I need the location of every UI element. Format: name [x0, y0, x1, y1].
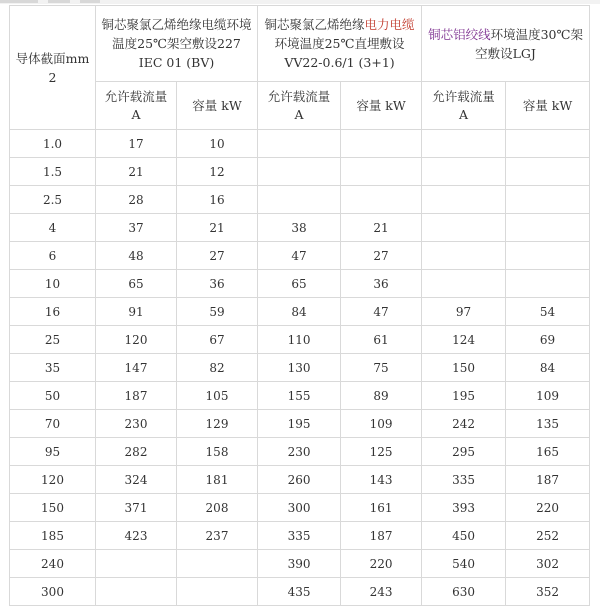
cell-lgj-current: 450	[422, 522, 506, 550]
cell-bv-current: 28	[96, 186, 177, 214]
table-row	[10, 130, 590, 158]
table-row	[10, 382, 590, 410]
subheader-capacity: 容量 kW	[506, 82, 590, 130]
cell-section: 16	[10, 298, 96, 326]
cell-lgj-current: 124	[422, 326, 506, 354]
cell-section: 4	[10, 214, 96, 242]
table-row	[10, 186, 590, 214]
cell-bv-capacity: 36	[177, 270, 258, 298]
header-section-line1: 导体截面mm	[15, 50, 90, 66]
cell-bv-capacity: 208	[177, 494, 258, 522]
cell-section: 50	[10, 382, 96, 410]
cell-lgj-current: 540	[422, 550, 506, 578]
table-row	[10, 438, 590, 466]
cell-vv-current: 110	[258, 326, 341, 354]
cell-lgj-capacity	[506, 186, 590, 214]
cell-lgj-current: 150	[422, 354, 506, 382]
subheader-current-line2: A	[131, 106, 141, 122]
cell-section: 150	[10, 494, 96, 522]
cell-lgj-current: 630	[422, 578, 506, 606]
cell-bv-capacity: 158	[177, 438, 258, 466]
cell-lgj-capacity: 352	[506, 578, 590, 606]
cell-section: 300	[10, 578, 96, 606]
cell-section: 10	[10, 270, 96, 298]
header-group-vv22-link[interactable]: 电力电缆	[364, 17, 415, 32]
cell-bv-capacity	[177, 578, 258, 606]
cell-vv-current: 335	[258, 522, 341, 550]
cable-ampacity-table	[9, 5, 590, 606]
cell-vv-capacity: 21	[341, 214, 422, 242]
cell-bv-capacity: 129	[177, 410, 258, 438]
cell-vv-current	[258, 158, 341, 186]
cell-bv-current: 371	[96, 494, 177, 522]
cell-bv-current: 17	[96, 130, 177, 158]
cell-lgj-capacity: 84	[506, 354, 590, 382]
cell-vv-capacity	[341, 130, 422, 158]
header-group-bv	[96, 6, 258, 82]
cell-bv-capacity: 16	[177, 186, 258, 214]
cell-vv-capacity: 187	[341, 522, 422, 550]
cell-bv-capacity: 105	[177, 382, 258, 410]
table-row	[10, 410, 590, 438]
cell-bv-current	[96, 578, 177, 606]
cell-lgj-current	[422, 130, 506, 158]
cell-section: 240	[10, 550, 96, 578]
cell-lgj-capacity: 109	[506, 382, 590, 410]
cell-lgj-capacity	[506, 130, 590, 158]
top-strip-segment	[80, 0, 100, 3]
table-row	[10, 550, 590, 578]
cell-vv-capacity	[341, 186, 422, 214]
cell-lgj-capacity: 54	[506, 298, 590, 326]
header-row-groups	[10, 6, 590, 82]
table-row	[10, 270, 590, 298]
cell-section: 95	[10, 438, 96, 466]
cell-lgj-capacity: 220	[506, 494, 590, 522]
subheader-capacity: 容量 kW	[341, 82, 422, 130]
cell-bv-current: 230	[96, 410, 177, 438]
header-section-line2: 2	[48, 69, 57, 85]
cell-bv-current: 48	[96, 242, 177, 270]
cell-bv-current: 187	[96, 382, 177, 410]
cell-lgj-capacity	[506, 214, 590, 242]
cell-bv-capacity: 59	[177, 298, 258, 326]
cable-ampacity-table-container	[9, 5, 589, 605]
cell-vv-current: 300	[258, 494, 341, 522]
cell-vv-current: 390	[258, 550, 341, 578]
cell-section: 35	[10, 354, 96, 382]
cell-bv-current: 65	[96, 270, 177, 298]
cell-vv-capacity: 47	[341, 298, 422, 326]
cell-lgj-current	[422, 242, 506, 270]
cell-bv-capacity: 181	[177, 466, 258, 494]
subheader-current-line1: 允许载流量	[267, 88, 331, 104]
cell-lgj-capacity: 165	[506, 438, 590, 466]
subheader-current-line1: 允许载流量	[432, 88, 495, 104]
cell-vv-capacity: 220	[341, 550, 422, 578]
header-group-lgj-link[interactable]: 铜芯铝绞线	[428, 26, 491, 42]
table-row	[10, 578, 590, 606]
subheader-current	[96, 82, 177, 130]
cell-vv-capacity: 36	[341, 270, 422, 298]
cell-lgj-current: 195	[422, 382, 506, 410]
cell-section: 120	[10, 466, 96, 494]
table-row	[10, 242, 590, 270]
cell-lgj-capacity: 135	[506, 410, 590, 438]
cell-lgj-capacity: 252	[506, 522, 590, 550]
cell-vv-current: 230	[258, 438, 341, 466]
cell-vv-current: 130	[258, 354, 341, 382]
header-group-vv22	[258, 6, 422, 82]
top-strip-segment	[0, 0, 38, 3]
cell-vv-current	[258, 186, 341, 214]
cell-section: 1.5	[10, 158, 96, 186]
subheader-current-line2: A	[294, 106, 304, 122]
cell-lgj-capacity: 187	[506, 466, 590, 494]
cell-lgj-current	[422, 270, 506, 298]
table-row	[10, 214, 590, 242]
header-row-sub	[10, 82, 590, 130]
cell-vv-capacity: 143	[341, 466, 422, 494]
cell-lgj-capacity: 69	[506, 326, 590, 354]
cell-section: 6	[10, 242, 96, 270]
cell-vv-capacity: 109	[341, 410, 422, 438]
subheader-capacity: 容量 kW	[177, 82, 258, 130]
cell-lgj-capacity	[506, 242, 590, 270]
cell-lgj-current: 393	[422, 494, 506, 522]
cell-bv-current: 21	[96, 158, 177, 186]
cell-vv-current: 65	[258, 270, 341, 298]
cell-vv-current: 38	[258, 214, 341, 242]
cell-bv-capacity: 67	[177, 326, 258, 354]
cell-vv-capacity: 161	[341, 494, 422, 522]
cell-bv-current: 147	[96, 354, 177, 382]
subheader-current-line1: 允许载流量	[104, 88, 168, 104]
cell-bv-capacity: 27	[177, 242, 258, 270]
cell-vv-current: 195	[258, 410, 341, 438]
cell-lgj-current	[422, 158, 506, 186]
cell-lgj-current	[422, 186, 506, 214]
header-section	[10, 6, 96, 130]
cell-vv-current: 84	[258, 298, 341, 326]
cell-section: 185	[10, 522, 96, 550]
table-row	[10, 354, 590, 382]
cell-bv-current: 423	[96, 522, 177, 550]
table-body	[10, 130, 590, 606]
cell-bv-capacity: 82	[177, 354, 258, 382]
cell-bv-current: 37	[96, 214, 177, 242]
cell-bv-current: 120	[96, 326, 177, 354]
cell-vv-capacity: 75	[341, 354, 422, 382]
table-row	[10, 494, 590, 522]
cell-vv-current	[258, 130, 341, 158]
cell-vv-current: 47	[258, 242, 341, 270]
top-strip-segment	[48, 0, 70, 3]
header-group-bv-text: 铜芯聚氯乙烯绝缘电缆环境温度25℃架空敷设227 IEC 01 (BV)	[101, 17, 252, 70]
table-row	[10, 466, 590, 494]
cell-section: 70	[10, 410, 96, 438]
cell-vv-capacity: 89	[341, 382, 422, 410]
cell-lgj-current	[422, 214, 506, 242]
cell-vv-capacity: 61	[341, 326, 422, 354]
cell-vv-capacity: 125	[341, 438, 422, 466]
cell-vv-capacity: 243	[341, 578, 422, 606]
cell-section: 2.5	[10, 186, 96, 214]
cell-bv-current: 91	[96, 298, 177, 326]
cell-section: 25	[10, 326, 96, 354]
cell-bv-capacity: 21	[177, 214, 258, 242]
subheader-current	[422, 82, 506, 130]
subheader-current	[258, 82, 341, 130]
cell-vv-current: 435	[258, 578, 341, 606]
header-group-vv22-pre: 铜芯聚氯乙烯绝缘	[264, 17, 365, 32]
top-scroll-strip	[0, 0, 600, 4]
header-group-lgj	[422, 6, 590, 82]
cell-bv-capacity	[177, 550, 258, 578]
header-group-vv22-post: 环境温度25℃直埋敷设VV22-0.6/1 (3+1)	[274, 36, 405, 70]
subheader-current-line2: A	[459, 106, 469, 122]
table-row	[10, 298, 590, 326]
table-row	[10, 326, 590, 354]
cell-bv-capacity: 12	[177, 158, 258, 186]
header-group-lgj-post: 环境温度30℃架空敷设LGJ	[475, 26, 583, 61]
cell-bv-current: 282	[96, 438, 177, 466]
cell-lgj-current: 295	[422, 438, 506, 466]
table-row	[10, 158, 590, 186]
table-row	[10, 522, 590, 550]
cell-vv-current: 260	[258, 466, 341, 494]
cell-section: 1.0	[10, 130, 96, 158]
cell-lgj-capacity	[506, 158, 590, 186]
cell-bv-current	[96, 550, 177, 578]
cell-lgj-current: 242	[422, 410, 506, 438]
cell-bv-current: 324	[96, 466, 177, 494]
cell-bv-capacity: 237	[177, 522, 258, 550]
cell-vv-capacity	[341, 158, 422, 186]
cell-bv-capacity: 10	[177, 130, 258, 158]
cell-lgj-capacity: 302	[506, 550, 590, 578]
cell-lgj-current: 97	[422, 298, 506, 326]
cell-lgj-current: 335	[422, 466, 506, 494]
cell-lgj-capacity	[506, 270, 590, 298]
cell-vv-current: 155	[258, 382, 341, 410]
cell-vv-capacity: 27	[341, 242, 422, 270]
